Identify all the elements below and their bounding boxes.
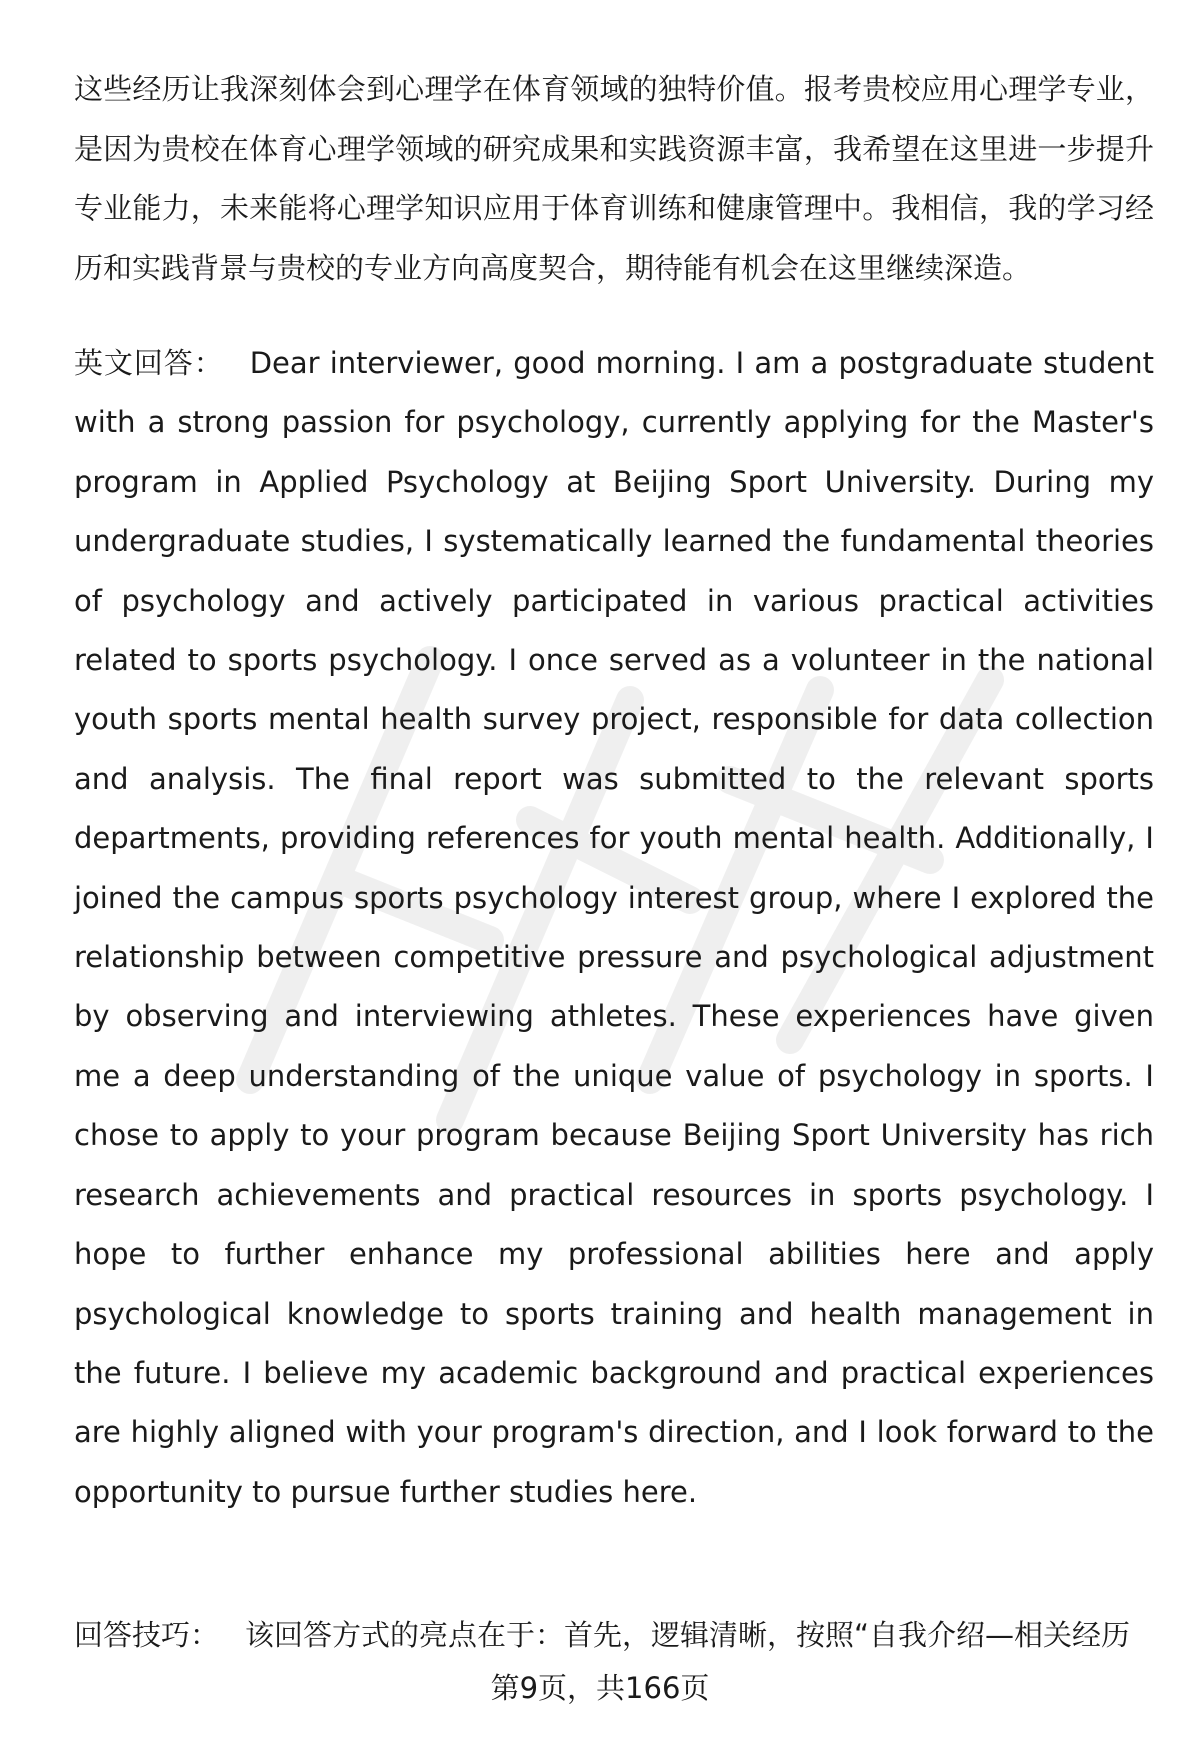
document-body: [74, 60, 1154, 1522]
answer-tip-label: 回答技巧：: [74, 1618, 220, 1652]
page-indicator: 第9页，共166页: [490, 1671, 710, 1705]
chinese-paragraph: 这些经历让我深刻体会到心理学在体育领域的独特价值。报考贵校应用心理学专业，是因为贵校在体育心理学领域的研究成果和实践资源丰富，我希望在这里进一步提升专业能力，未来能将心理学知识应用于体育训练和健康管理中。我相信，我的学习经历和实践背景与贵校的专业方向高度契合，期待能有机会在这里继续深造。: [74, 72, 1154, 285]
answer-tip-paragraph: [74, 1615, 1164, 1655]
english-answer-paragraph: [74, 334, 1154, 1522]
english-answer-label: 英文回答：: [74, 346, 224, 380]
answer-tip-text: 该回答方式的亮点在于：首先，逻辑清晰，按照“自我介绍—相关经历: [245, 1618, 1131, 1652]
english-answer-text: Dear interviewer, good morning. I am a postgraduate student with a strong passion for psychology, currently applying for the Master's program in Applied Psychology at Beijing Sport University. During my undergraduate studies, I systematically learned the fundamental theories of psychology and actively participated in various practical activities related to sports psychology. I once served as a volunteer in the national youth sports mental health survey project, responsible for data collection and analysis. The final report was submitted to the relevant sports departments, providing references for youth mental health. Additionally, I joined the campus sports psychology interest group, where I explored the relationship between competitive pressure and psychological adjustment by observing and interviewing athletes. These experiences have given me a deep understanding of the unique value of psychology in sports. I chose to apply to your program because Beijing Sport University has rich research achievements and practical resources in sports psychology. I hope to further enhance my professional abilities here and apply psychological knowledge to sports training and health management in the future. I believe my academic background and practical experiences are highly aligned with your program's direction, and I look forward to the opportunity to pursue further studies here.: [74, 346, 1154, 1509]
